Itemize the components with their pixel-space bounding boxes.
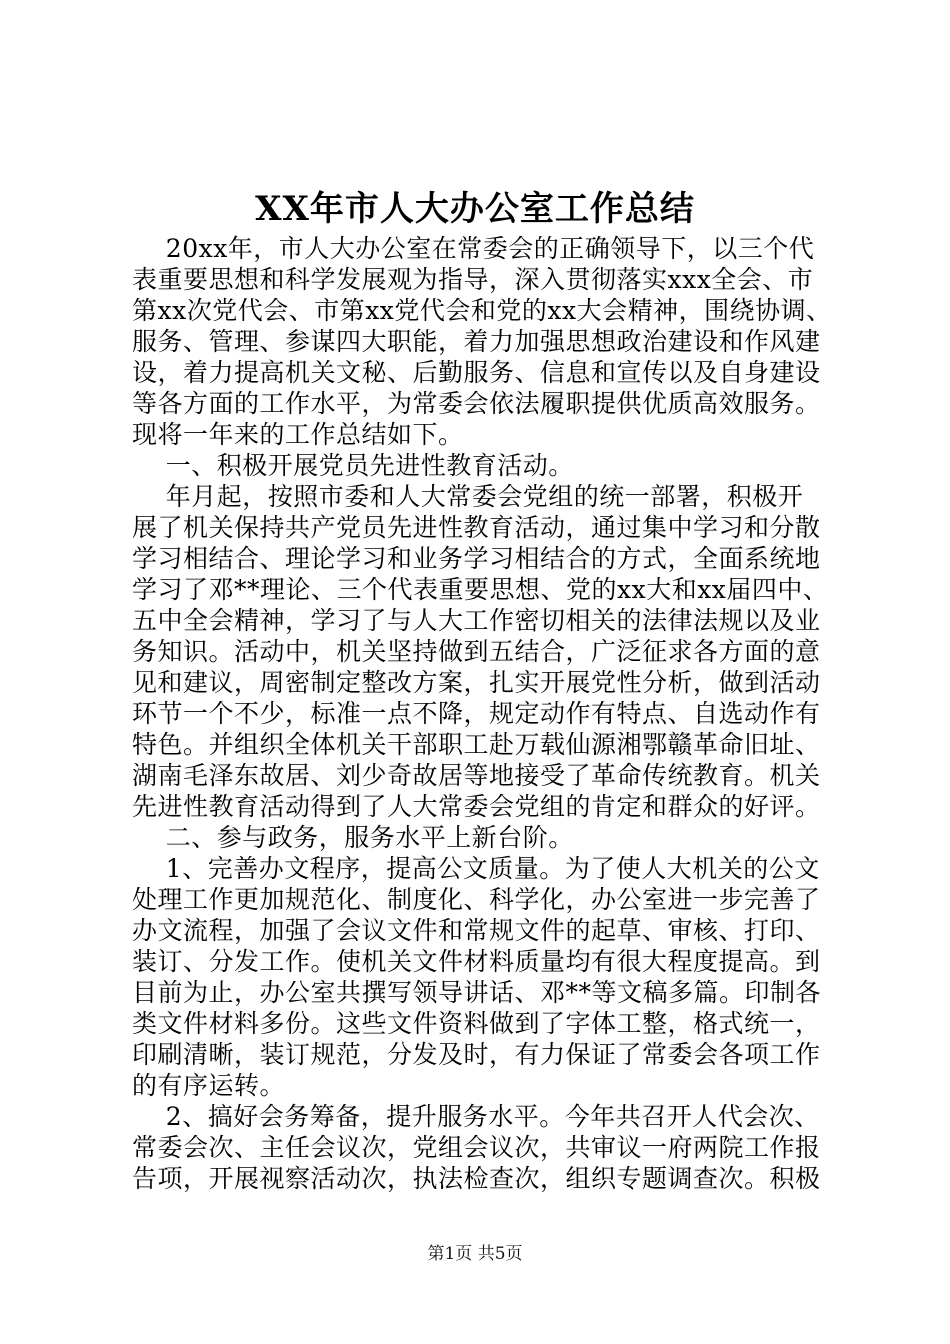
body-line: 学习相结合、理论学习和业务学习相结合的方式，全面系统地 bbox=[132, 544, 821, 573]
body-line: 一、积极开展党员先进性教育活动。 bbox=[132, 451, 574, 480]
body-line: 目前为止，办公室共撰写领导讲话、邓**等文稿多篇。印制各 bbox=[132, 978, 822, 1007]
body-line: 环节一个不少，标准一点不降，规定动作有特点、自选动作有 bbox=[132, 699, 821, 728]
body-line: 表重要思想和科学发展观为指导，深入贯彻落实xxx全会、市 bbox=[132, 265, 814, 294]
body-line: 二、参与政务，服务水平上新台阶。 bbox=[132, 823, 574, 852]
body-line: 第xx次党代会、市第xx党代会和党的xx大会精神，围绕协调、 bbox=[132, 296, 832, 325]
body-line: 五中全会精神，学习了与人大工作密切相关的法律法规以及业 bbox=[132, 606, 821, 635]
document-body bbox=[132, 233, 832, 1194]
body-line: 展了机关保持共产党员先进性教育活动，通过集中学习和分散 bbox=[132, 513, 821, 542]
body-line: 设，着力提高机关文秘、后勤服务、信息和宣传以及自身建设 bbox=[132, 358, 821, 387]
body-line: 等各方面的工作水平，为常委会依法履职提供优质高效服务。 bbox=[132, 389, 821, 418]
body-line: 20xx年，市人大办公室在常委会的正确领导下，以三个代 bbox=[132, 234, 815, 263]
body-line: 处理工作更加规范化、制度化、科学化，办公室进一步完善了 bbox=[132, 885, 821, 914]
document-title: XX年市人大办公室工作总结 bbox=[255, 189, 695, 229]
body-line: 装订、分发工作。使机关文件材料质量均有很大程度提高。到 bbox=[132, 947, 821, 976]
body-line: 1、完善办文程序，提高公文质量。为了使人大机关的公文 bbox=[132, 854, 820, 883]
body-line: 现将一年来的工作总结如下。 bbox=[132, 420, 464, 449]
body-line: 办文流程，加强了会议文件和常规文件的起草、审核、打印、 bbox=[132, 916, 821, 945]
body-line: 服务、管理、参谋四大职能，着力加强思想政治建设和作风建 bbox=[132, 327, 821, 356]
body-line: 见和建议，周密制定整改方案，扎实开展党性分析，做到活动 bbox=[132, 668, 821, 697]
page-footer: 第1页 共5页 bbox=[427, 1244, 523, 1264]
body-line: 年月起，按照市委和人大常委会党组的统一部署，积极开 bbox=[132, 482, 804, 511]
body-line: 类文件材料多份。这些文件资料做到了字体工整，格式统一， bbox=[132, 1009, 821, 1038]
body-line: 湖南毛泽东故居、刘少奇故居等地接受了革命传统教育。机关 bbox=[132, 761, 821, 790]
body-line: 务知识。活动中，机关坚持做到五结合，广泛征求各方面的意 bbox=[132, 637, 821, 666]
body-line: 印刷清晰，装订规范，分发及时，有力保证了常委会各项工作 bbox=[132, 1040, 821, 1069]
body-line: 特色。并组织全体机关干部职工赴万载仙源湘鄂赣革命旧址、 bbox=[132, 730, 821, 759]
body-line: 常委会次、主任会议次，党组会议次，共审议一府两院工作报 bbox=[132, 1133, 821, 1162]
body-line: 2、搞好会务筹备，提升服务水平。今年共召开人代会次、 bbox=[132, 1102, 820, 1131]
body-line: 先进性教育活动得到了人大常委会党组的肯定和群众的好评。 bbox=[132, 792, 821, 821]
body-line: 的有序运转。 bbox=[132, 1071, 286, 1100]
body-line: 告项，开展视察活动次，执法检查次，组织专题调查次。积极 bbox=[132, 1164, 821, 1193]
body-line: 学习了邓**理论、三个代表重要思想、党的xx大和xx届四中、 bbox=[132, 575, 829, 604]
